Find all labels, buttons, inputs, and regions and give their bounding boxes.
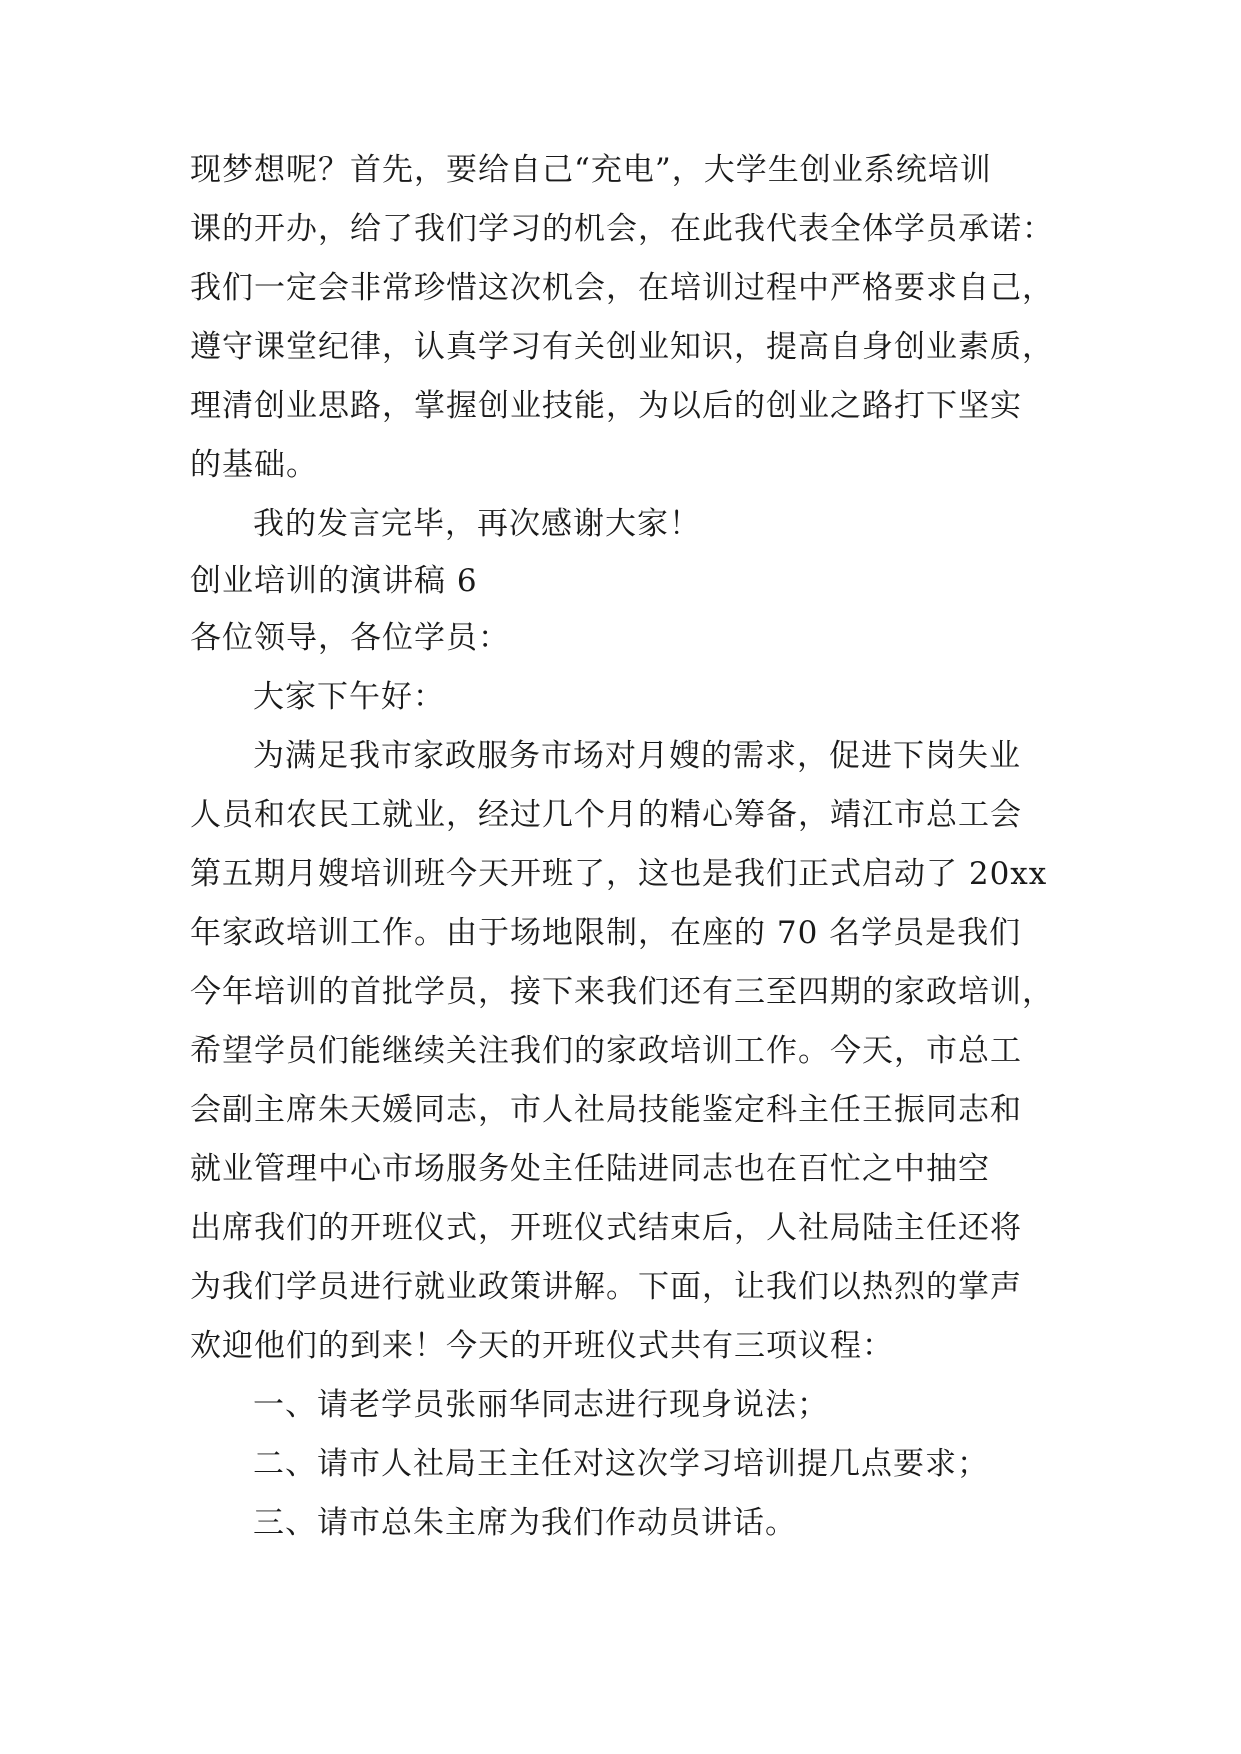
paragraph-line: 欢迎他们的到来！今天的开班仪式共有三项议程：: [190, 1328, 894, 1364]
paragraph-line: 为我们学员进行就业政策讲解。下面，让我们以热烈的掌声: [190, 1269, 1022, 1305]
paragraph-line: 年家政培训工作。由于场地限制，在座的 70 名学员是我们: [190, 915, 1022, 951]
closing-remark: 我的发言完毕，再次感谢大家！: [253, 506, 701, 542]
agenda-item: 二、请市人社局王主任对这次学习培训提几点要求；: [253, 1446, 989, 1482]
paragraph-line: 第五期月嫂培训班今天开班了，这也是我们正式启动了 20xx: [190, 856, 1048, 892]
paragraph-line: 课的开办，给了我们学习的机会，在此我代表全体学员承诺：: [190, 211, 1054, 247]
paragraph-line: 为满足我市家政服务市场对月嫂的需求，促进下岗失业: [253, 738, 1021, 774]
paragraph-line: 希望学员们能继续关注我们的家政培训工作。今天，市总工: [190, 1033, 1022, 1069]
paragraph-line: 人员和农民工就业，经过几个月的精心筹备，靖江市总工会: [190, 797, 1022, 833]
paragraph-line: 出席我们的开班仪式，开班仪式结束后，人社局陆主任还将: [190, 1210, 1022, 1246]
paragraph-line: 今年培训的首批学员，接下来我们还有三至四期的家政培训，: [190, 974, 1054, 1010]
paragraph-line: 的基础。: [190, 447, 318, 483]
paragraph-line: 现梦想呢？首先，要给自己“充电”，大学生创业系统培训: [190, 152, 992, 188]
greeting: 大家下午好：: [253, 679, 445, 715]
section-title: 创业培训的演讲稿 6: [190, 563, 478, 599]
paragraph-line: 遵守课堂纪律，认真学习有关创业知识，提高自身创业素质，: [190, 329, 1054, 365]
agenda-item: 三、请市总朱主席为我们作动员讲话。: [253, 1505, 797, 1541]
paragraph-line: 会副主席朱天媛同志，市人社局技能鉴定科主任王振同志和: [190, 1092, 1022, 1128]
paragraph-line: 就业管理中心市场服务处主任陆进同志也在百忙之中抽空: [190, 1151, 990, 1187]
agenda-item: 一、请老学员张丽华同志进行现身说法；: [253, 1387, 829, 1423]
paragraph-line: 理清创业思路，掌握创业技能，为以后的创业之路打下坚实: [190, 388, 1022, 424]
paragraph-line: 我们一定会非常珍惜这次机会，在培训过程中严格要求自己，: [190, 270, 1054, 306]
salutation: 各位领导，各位学员：: [190, 620, 510, 656]
